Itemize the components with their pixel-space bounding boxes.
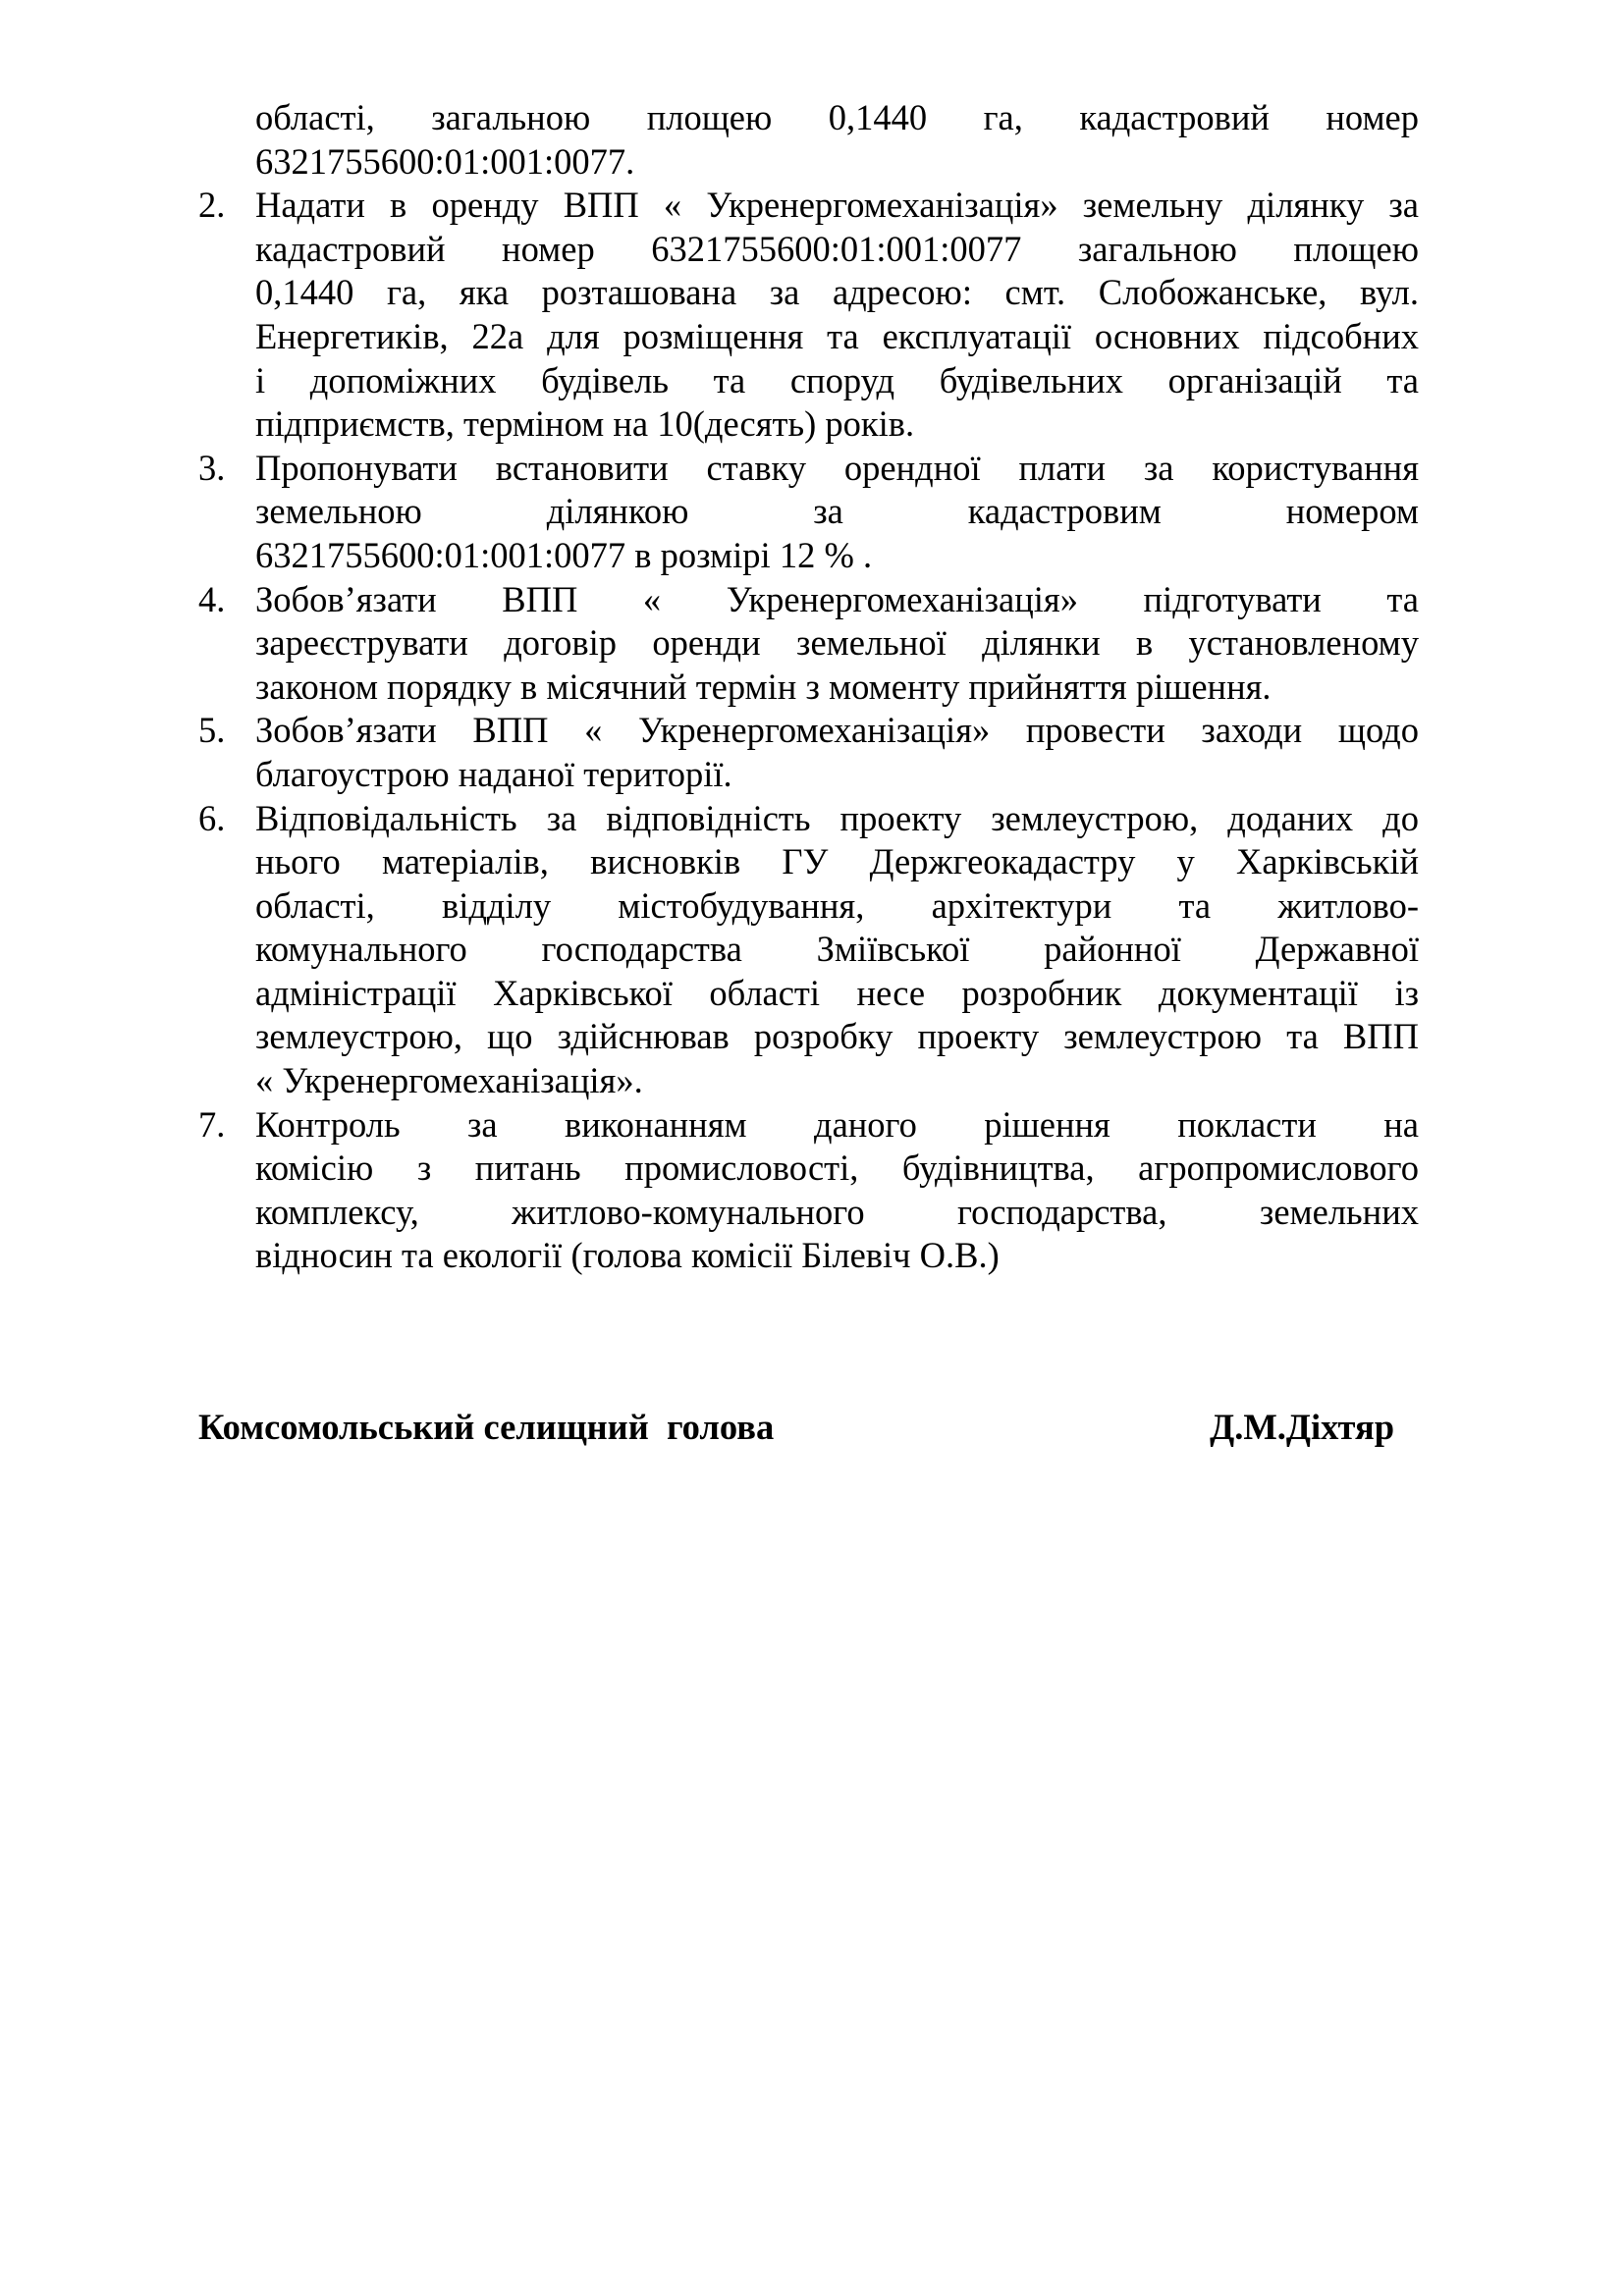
text-line: благоустрою наданої території. — [255, 753, 732, 794]
text-line: « Укренергомеханізація». — [255, 1060, 643, 1101]
text-line: кадастровий номер 6321755600:01:001:0077 загальною площею — [255, 228, 1419, 269]
text-line: Енергетиків, 22а для розміщення та експлуатації основних підсобних — [255, 315, 1419, 356]
text-line: 6321755600:01:001:0077. — [255, 140, 635, 182]
text-line: області, загальною площею 0,1440 га, кадастровий номер — [255, 97, 1419, 137]
document-body — [198, 96, 1419, 1278]
text-line: підприємств, терміном на 10(десять) років. — [255, 403, 915, 445]
text-line: адміністрації Харківської області несе розробник документації із — [255, 972, 1419, 1013]
text-line: і допоміжних будівель та споруд будівельних організацій та — [255, 359, 1419, 400]
list-item-2 — [198, 184, 1419, 447]
item-number: 7. — [198, 1103, 226, 1145]
text-line: комісію з питань промисловості, будівництва, агропромислового — [255, 1148, 1419, 1189]
text-line: області, відділу містобудування, архітектури та житлово- — [255, 884, 1419, 926]
item-number: 4. — [198, 578, 226, 619]
text-line: Відповідальність за відповідність проекту землеустрою, доданих до — [255, 797, 1419, 838]
text-line: 6321755600:01:001:0077 в розмірі 12 % . — [255, 534, 873, 575]
item-number: 6. — [198, 797, 226, 838]
text-line: Зобов’язати ВПП « Укренергомеханізація» підготувати та — [255, 578, 1419, 619]
signatory-name: Д.М.Діхтяр — [1210, 1407, 1394, 1447]
list-item-7 — [198, 1103, 1419, 1278]
signatory-title: Комсомольський селищний голова — [198, 1407, 775, 1447]
text-line: Пропонувати встановити ставку орендної плати за користування — [255, 447, 1419, 488]
text-line: Контроль за виконанням даного рішення покласти на — [255, 1103, 1419, 1145]
item-number: 2. — [198, 185, 226, 226]
text-line: законом порядку в місячний термін з моменту прийняття рішення. — [255, 666, 1272, 707]
item-number: 5. — [198, 710, 226, 751]
text-line: зареєструвати договір оренди земельної ділянки в установленому — [255, 622, 1419, 664]
text-line: землеустрою, що здійснював розробку проекту землеустрою та ВПП — [255, 1016, 1419, 1057]
text-line: відносин та екології (голова комісії Білевіч О.В.) — [255, 1235, 1000, 1276]
list-item-3 — [198, 447, 1419, 578]
list-item-4 — [198, 578, 1419, 710]
text-line: земельною ділянкою за кадастровим номером — [255, 491, 1419, 532]
text-line: 0,1440 га, яка розташована за адресою: смт. Слобожанське, вул. — [255, 272, 1419, 313]
list-item-5 — [198, 709, 1419, 796]
list-item-6 — [198, 797, 1419, 1103]
item-number: 3. — [198, 447, 226, 488]
text-line: комплексу, житлово-комунального господарства, земельних — [255, 1191, 1419, 1232]
text-line: нього матеріалів, висновків ГУ Держгеокадастру у Харківській — [255, 841, 1419, 882]
text-line: комунального господарства Зміївської районної Державної — [255, 929, 1419, 970]
text-line: Надати в оренду ВПП « Укренергомеханізація» земельну ділянку за — [255, 185, 1419, 226]
text-line: Зобов’язати ВПП « Укренергомеханізація» провести заходи щодо — [255, 710, 1419, 751]
continuation-paragraph — [198, 96, 1419, 184]
